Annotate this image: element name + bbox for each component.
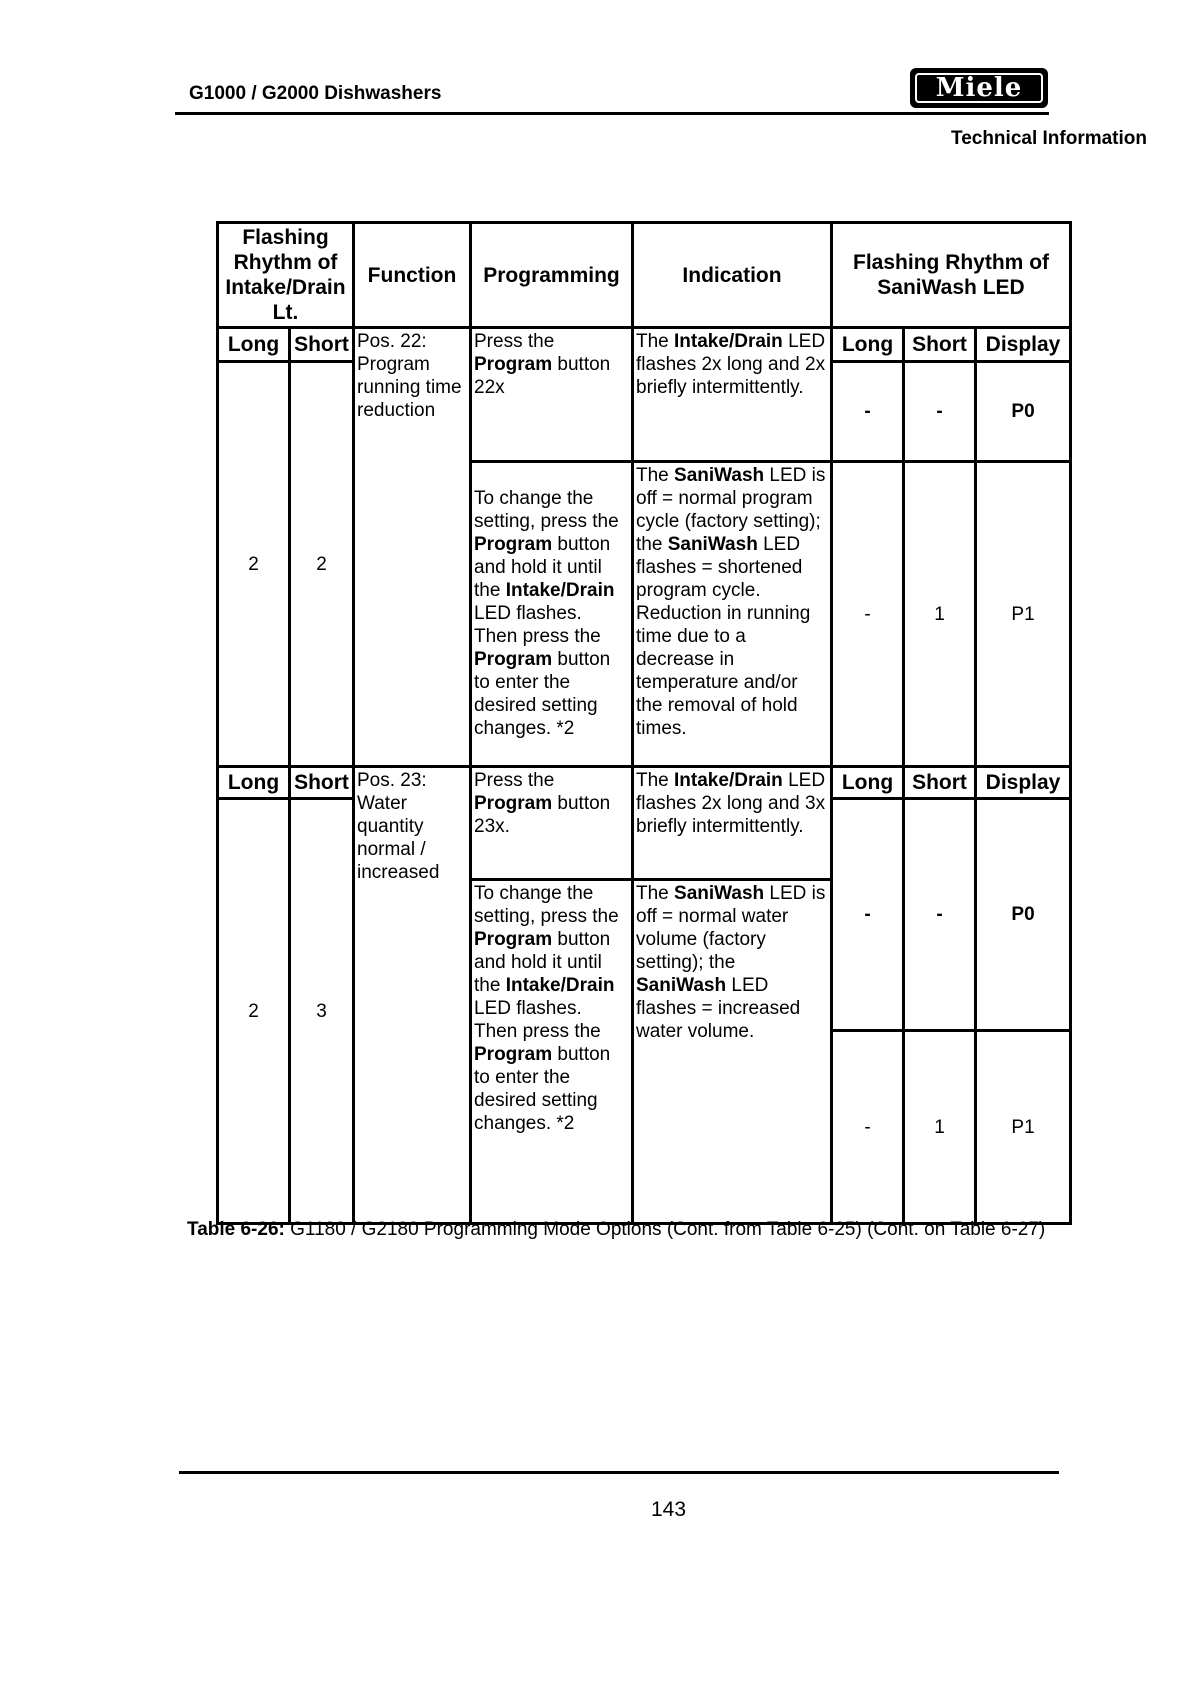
section-title: Technical Information xyxy=(951,128,1148,149)
header-function: Function xyxy=(354,223,471,328)
subheader-long: Long xyxy=(218,767,290,799)
subheader-short: Short xyxy=(290,767,354,799)
led-long-pos22-p0: - xyxy=(832,362,904,462)
header-programming: Programming xyxy=(471,223,633,328)
subheader-short: Short xyxy=(904,328,976,362)
subheader-display: Display xyxy=(976,767,1071,799)
footer-rule xyxy=(179,1471,1059,1474)
indication-pos22-saniwash: The SaniWash LED is off = normal program cycle (factory setting); the SaniWash LED flashes = shortened program cycle. Reduction in running time due to a decrease in temperature and/or the removal of hold times. xyxy=(633,462,832,767)
subheader-long: Long xyxy=(832,328,904,362)
led-short-pos23-p1: 1 xyxy=(904,1031,976,1224)
indication-pos23-saniwash: The SaniWash LED is off = normal water volume (factory setting); the SaniWash LED flashes = increased water volume. xyxy=(633,880,832,1224)
page-number: 143 xyxy=(651,1498,687,1521)
display-pos22-p0: P0 xyxy=(976,362,1071,462)
intake-long-pos22: 2 xyxy=(218,362,290,767)
led-long-pos23-p1: - xyxy=(832,1031,904,1224)
header-flashing-saniwash: Flashing Rhythm of SaniWash LED xyxy=(832,223,1071,328)
led-long-pos22-p1: - xyxy=(832,462,904,767)
table-caption: Table 6-26: G1180 / G2180 Programming Mode Options (Cont. from Table 6-25) (Cont. on Table 6-27) xyxy=(187,1219,1046,1240)
display-pos23-p0: P0 xyxy=(976,799,1071,1031)
indication-pos22-intake: The Intake/Drain LED flashes 2x long and 2x briefly intermittently. xyxy=(633,328,832,462)
led-short-pos22-p0: - xyxy=(904,362,976,462)
led-short-pos22-p1: 1 xyxy=(904,462,976,767)
display-pos22-p1: P1 xyxy=(976,462,1071,767)
header-rule xyxy=(175,112,1049,115)
subheader-long: Long xyxy=(832,767,904,799)
programming-pos22-change: To change the setting, press the Program button and hold it until the Intake/Drain LED flashes. Then press the Program button to enter the desired setting changes. *2 xyxy=(471,462,633,767)
miele-logo xyxy=(910,68,1048,108)
led-short-pos23-p0: - xyxy=(904,799,976,1031)
programming-pos23-press: Press the Program button 23x. xyxy=(471,767,633,880)
function-pos22: Pos. 22: Program running time reduction xyxy=(354,328,471,767)
header-flashing-intake: Flashing Rhythm of Intake/Drain Lt. xyxy=(218,223,354,328)
indication-pos23-intake: The Intake/Drain LED flashes 2x long and 3x briefly intermittently. xyxy=(633,767,832,880)
programming-pos23-change: To change the setting, press the Program button and hold it until the Intake/Drain LED flashes. Then press the Program button to enter the desired setting changes. *2 xyxy=(471,880,633,1224)
programming-pos22-press: Press the Program button 22x xyxy=(471,328,633,462)
document-title: G1000 / G2000 Dishwashers xyxy=(189,83,442,104)
function-pos23: Pos. 23: Water quantity normal / increased xyxy=(354,767,471,1224)
intake-short-pos23: 3 xyxy=(290,799,354,1224)
subheader-short: Short xyxy=(290,328,354,362)
intake-long-pos23: 2 xyxy=(218,799,290,1224)
subheader-long: Long xyxy=(218,328,290,362)
intake-short-pos22: 2 xyxy=(290,362,354,767)
subheader-display: Display xyxy=(976,328,1071,362)
subheader-short: Short xyxy=(904,767,976,799)
programming-options-table xyxy=(216,221,1072,1225)
header-indication: Indication xyxy=(633,223,832,328)
display-pos23-p1: P1 xyxy=(976,1031,1071,1224)
logo-text: Miele xyxy=(915,73,1043,103)
led-long-pos23-p0: - xyxy=(832,799,904,1031)
